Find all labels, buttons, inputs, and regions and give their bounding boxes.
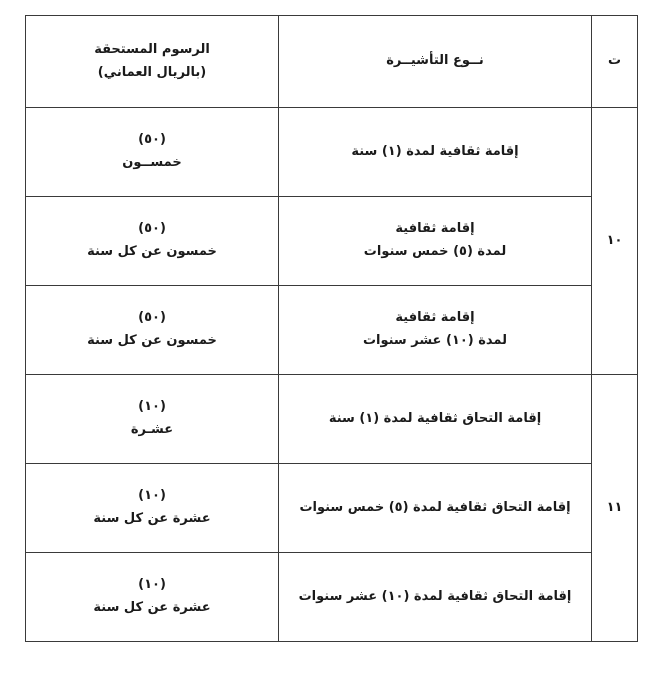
- visa-type-line1: إقامة التحاق ثقافية لمدة (١) سنة: [328, 410, 542, 426]
- visa-type-cell: [279, 197, 592, 286]
- visa-type-line1: إقامة التحاق ثقافية لمدة (٥) خمس سنوات: [299, 499, 571, 515]
- fee-words: خمسون عن كل سنة: [87, 244, 217, 259]
- visa-type-line2: لمدة (٥) خمس سنوات: [363, 244, 507, 259]
- visa-type-line1: إقامة ثقافية: [395, 310, 475, 326]
- fee-value: (٥٠): [138, 132, 166, 148]
- fee-value: (٥٠): [138, 310, 166, 326]
- fee-words: عشرة عن كل سنة: [93, 600, 211, 615]
- fee-cell: [26, 375, 279, 464]
- fee-words: عشـرة: [130, 422, 174, 437]
- fee-cell: [26, 197, 279, 286]
- visa-type-line1: إقامة ثقافية: [395, 221, 475, 237]
- fee-cell: [26, 553, 279, 642]
- visa-type-cell: [279, 553, 592, 642]
- fee-value: (٥٠): [138, 221, 166, 237]
- header-fees-line1: الرسوم المستحقة: [94, 41, 210, 57]
- group-number: ١١: [592, 375, 638, 642]
- fee-words: خمســون: [122, 155, 182, 170]
- fee-words: خمسون عن كل سنة: [87, 333, 217, 348]
- fee-value: (١٠): [138, 577, 166, 593]
- fee-cell: [26, 464, 279, 553]
- visa-type-cell: [279, 464, 592, 553]
- group-number: ١٠: [592, 108, 638, 375]
- fee-value: (١٠): [138, 399, 166, 415]
- visa-type-cell: [279, 286, 592, 375]
- table-row: [26, 375, 638, 464]
- fee-cell: [26, 286, 279, 375]
- header-fees: [26, 16, 279, 108]
- fee-cell: [26, 108, 279, 197]
- visa-fees-table: [25, 15, 638, 642]
- header-number: ت: [592, 16, 638, 108]
- table-row: [26, 108, 638, 197]
- fee-words: عشرة عن كل سنة: [93, 511, 211, 526]
- table-row: [26, 464, 638, 553]
- visa-type-line1: إقامة التحاق ثقافية لمدة (١٠) عشر سنوات: [298, 588, 572, 604]
- visa-type-line1: إقامة ثقافية لمدة (١) سنة: [351, 143, 519, 159]
- table-row: [26, 197, 638, 286]
- fee-value: (١٠): [138, 488, 166, 504]
- table-header-row: [26, 16, 638, 108]
- visa-type-cell: [279, 375, 592, 464]
- header-visa-type: نــوع التأشيــرة: [279, 16, 592, 108]
- table-row: [26, 553, 638, 642]
- visa-type-cell: [279, 108, 592, 197]
- visa-type-line2: لمدة (١٠) عشر سنوات: [362, 333, 508, 348]
- table-row: [26, 286, 638, 375]
- header-fees-line2: (بالريال العماني): [97, 64, 207, 80]
